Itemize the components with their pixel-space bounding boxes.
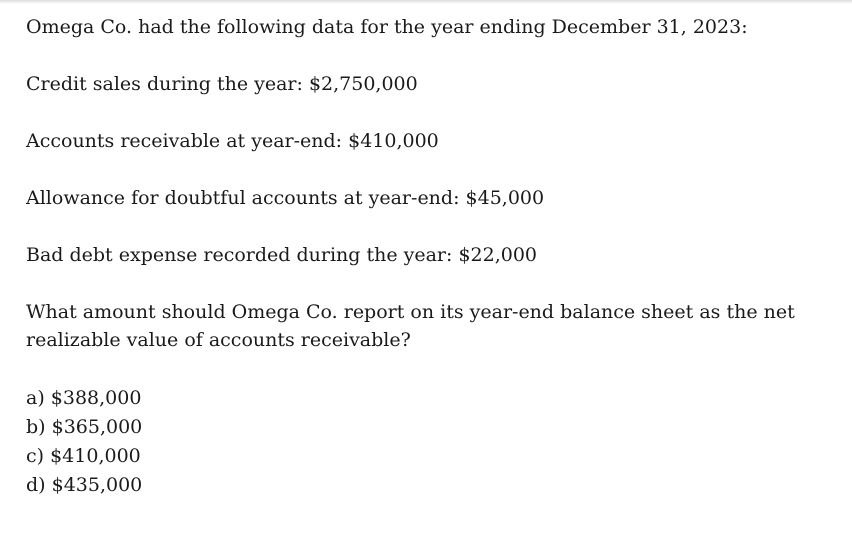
option-d: d) $435,000	[26, 474, 143, 496]
fact-bad-debt-expense: Bad debt expense recorded during the year: $22,000	[26, 244, 538, 266]
answer-options	[26, 384, 142, 500]
option-a: a) $388,000	[26, 387, 142, 409]
fact-credit-sales: Credit sales during the year: $2,750,000	[26, 73, 418, 95]
intro-text: Omega Co. had the following data for the year ending December 31, 2023:	[26, 16, 748, 38]
question-text: What amount should Omega Co. report on its year-end balance sheet as the net realizable value of accounts receivable?	[26, 301, 795, 351]
fact-accounts-receivable: Accounts receivable at year-end: $410,000	[26, 130, 439, 152]
option-b: b) $365,000	[26, 416, 143, 438]
option-c: c) $410,000	[26, 445, 141, 467]
fact-allowance-doubtful-accounts: Allowance for doubtful accounts at year-end: $45,000	[26, 187, 545, 209]
page-top-edge	[0, 0, 852, 4]
